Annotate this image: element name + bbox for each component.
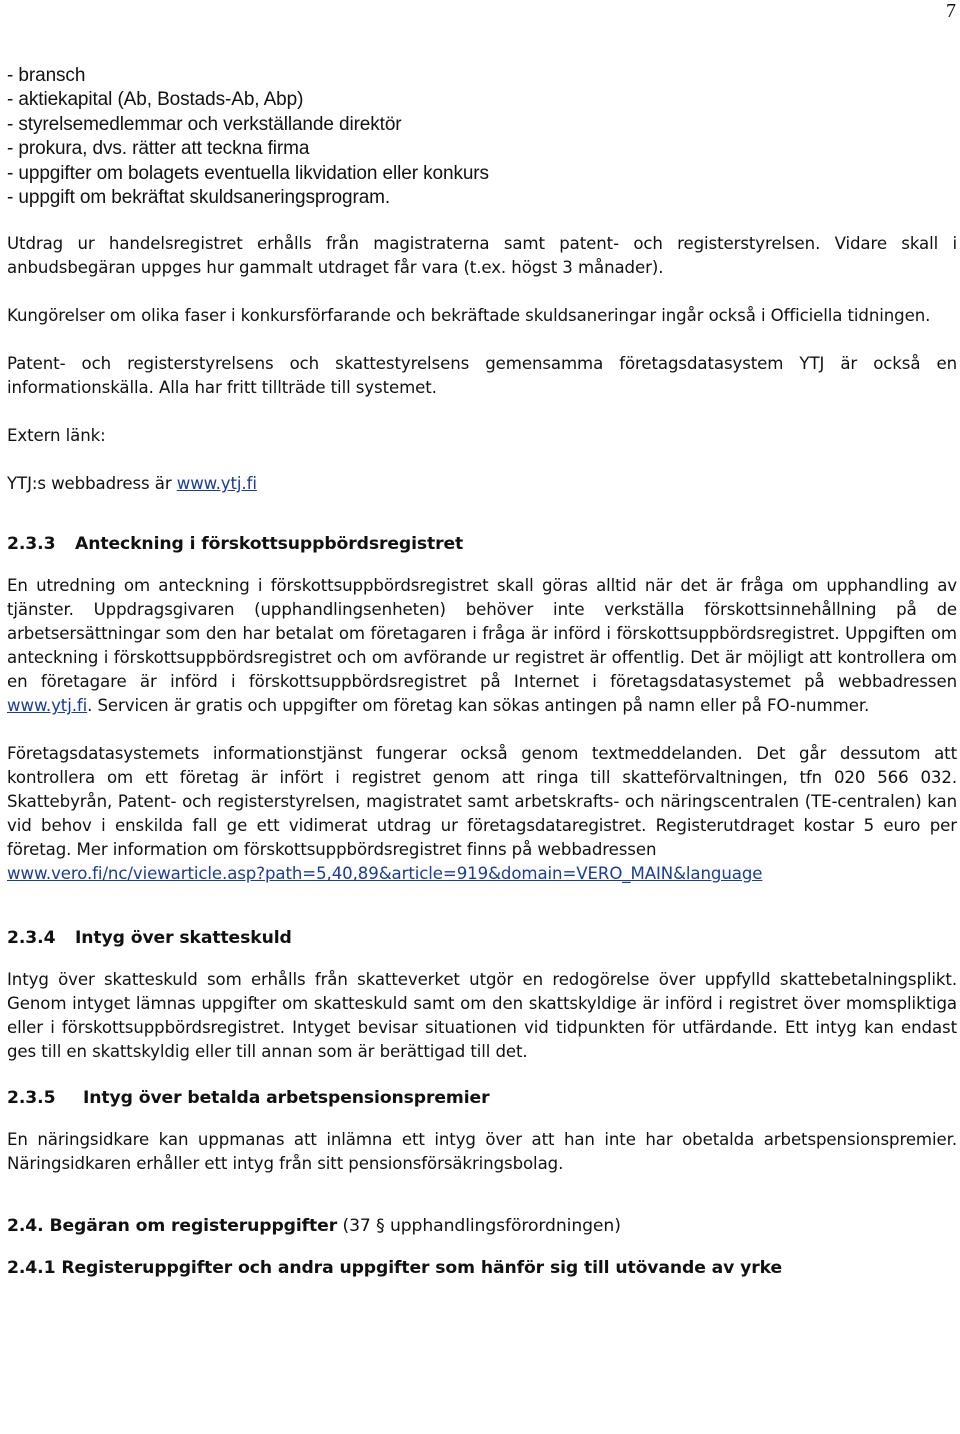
ytj-link[interactable]: www.ytj.fi <box>7 696 88 716</box>
heading-title: Intyg över skatteskuld <box>75 928 292 949</box>
vero-link[interactable]: www.vero.fi/nc/viewarticle.asp?path=5,40,89&article=919&domain=VERO_MAIN&language <box>7 864 763 884</box>
list-item: - bransch <box>7 65 86 86</box>
heading-2-3-3 <box>7 532 957 556</box>
page-content <box>7 64 957 1280</box>
paragraph-text: . Servicen är gratis och uppgifter om företag kan sökas antingen på namn eller på FO-nummer. <box>87 696 870 716</box>
paragraph-utdrag: Utdrag ur handelsregistret erhålls från magistraterna samt patent- och registerstyrelsen. Vidare skall i anbudsbegäran uppges hur gammalt utdraget får vara (t.ex. högst 3 månader). <box>7 234 957 278</box>
heading-number: 2.3.4 <box>7 928 56 949</box>
heading-number: 2.3.5 <box>7 1088 56 1109</box>
page-number: 7 <box>946 0 956 22</box>
heading-title: Intyg över betalda arbetspensionspremier <box>83 1088 490 1109</box>
register-info-list <box>7 64 957 210</box>
heading-title: 2.4. Begäran om registeruppgifter <box>7 1216 338 1237</box>
list-item: - styrelsemedlemmar och verkställande direktör <box>7 113 402 135</box>
heading-suffix: (37 § upphandlingsförordningen) <box>337 1216 621 1237</box>
paragraph-intyg-skatteskuld: Intyg över skatteskuld som erhålls från skatteverket utgör en redogörelse över uppfylld skattebetalningsplikt. Genom intyget lämnas uppgifter om skatteskuld samt om den skattskyldige är införd i registret över momspliktiga eller i förskottsuppbördsregistret. Intyget bevisar situationen vid tidpunkten för utfärdande. Ett intyg kan endast ges till en skattskyldig eller till annan som är berättigad till det. <box>7 970 957 1062</box>
extern-lank-label: Extern länk: <box>7 426 106 446</box>
paragraph-forskottsuppbord-b <box>7 742 957 886</box>
paragraph-arbetspension: En näringsidkare kan uppmanas att inlämna ett intyg över att han inte har obetalda arbetspensionspremier. Näringsidkaren erhåller ett intyg från sitt pensionsförsäkringsbolag. <box>7 1130 957 1174</box>
heading-2-4-1: 2.4.1 Registeruppgifter och andra uppgifter som hänför sig till utövande av yrke <box>7 1258 783 1279</box>
paragraph-kungorelser: Kungörelser om olika faser i konkursförfarande och bekräftade skuldsaneringar ingår också i Officiella tidningen. <box>7 306 931 326</box>
ytj-link[interactable]: www.ytj.fi <box>176 474 257 494</box>
list-item: - prokura, dvs. rätter att teckna firma <box>7 138 310 160</box>
heading-2-3-5 <box>7 1086 957 1110</box>
heading-title: Anteckning i förskottsuppbördsregistret <box>75 534 464 555</box>
ytj-address-line <box>7 472 957 496</box>
paragraph-text: Företagsdatasystemets informationstjänst fungerar också genom textmeddelanden. Det går dessutom att kontrollera om ett företag är infört i registret genom att ringa till skatteförvaltningen, tfn 020 566 032. Skattebyrån, Patent- och registerstyrelsen, magistratet samt arbetskrafts- och näringscentralen (TE-centralen) kan vid behov i enskilda fall ge ett vidimerat utdrag ur företagsdataregistret. Registerutdraget kostar 5 euro per företag. Mer information om förskottsuppbördsregistret finns på webbadressen <box>7 744 957 860</box>
heading-2-4 <box>7 1214 957 1238</box>
heading-number: 2.3.3 <box>7 534 56 555</box>
paragraph-forskottsuppbord-a <box>7 574 957 718</box>
list-item: - uppgifter om bolagets eventuella likvidation eller konkurs <box>7 162 489 184</box>
ytj-address-prefix: YTJ:s webbadress är <box>7 474 177 494</box>
list-item: - uppgift om bekräftat skuldsaneringsprogram. <box>7 187 391 209</box>
paragraph-ytj: Patent- och registerstyrelsens och skattestyrelsens gemensamma företagsdatasystem YTJ är också en informationskälla. Alla har fritt tillträde till systemet. <box>7 354 957 398</box>
heading-2-3-4 <box>7 926 957 950</box>
paragraph-text: En utredning om anteckning i förskottsuppbördsregistret skall göras alltid när det är fråga om upphandling av tjänster. Uppdragsgivaren (upphandlingsenheten) behöver inte verkställa förskottsinnehållning på de arbetsersättningar som den har betalat om företagaren i fråga är införd i förskottsuppbördsregistret. Uppgiften om anteckning i förskottsuppbördsregistret och om avförande ur registret är offentlig. Det är möjligt att kontrollera om en företagare är införd i förskottsuppbördsregistret på Internet i företagsdatasystemet på webbadressen <box>7 576 957 692</box>
list-item: - aktiekapital (Ab, Bostads-Ab, Abp) <box>7 89 304 111</box>
